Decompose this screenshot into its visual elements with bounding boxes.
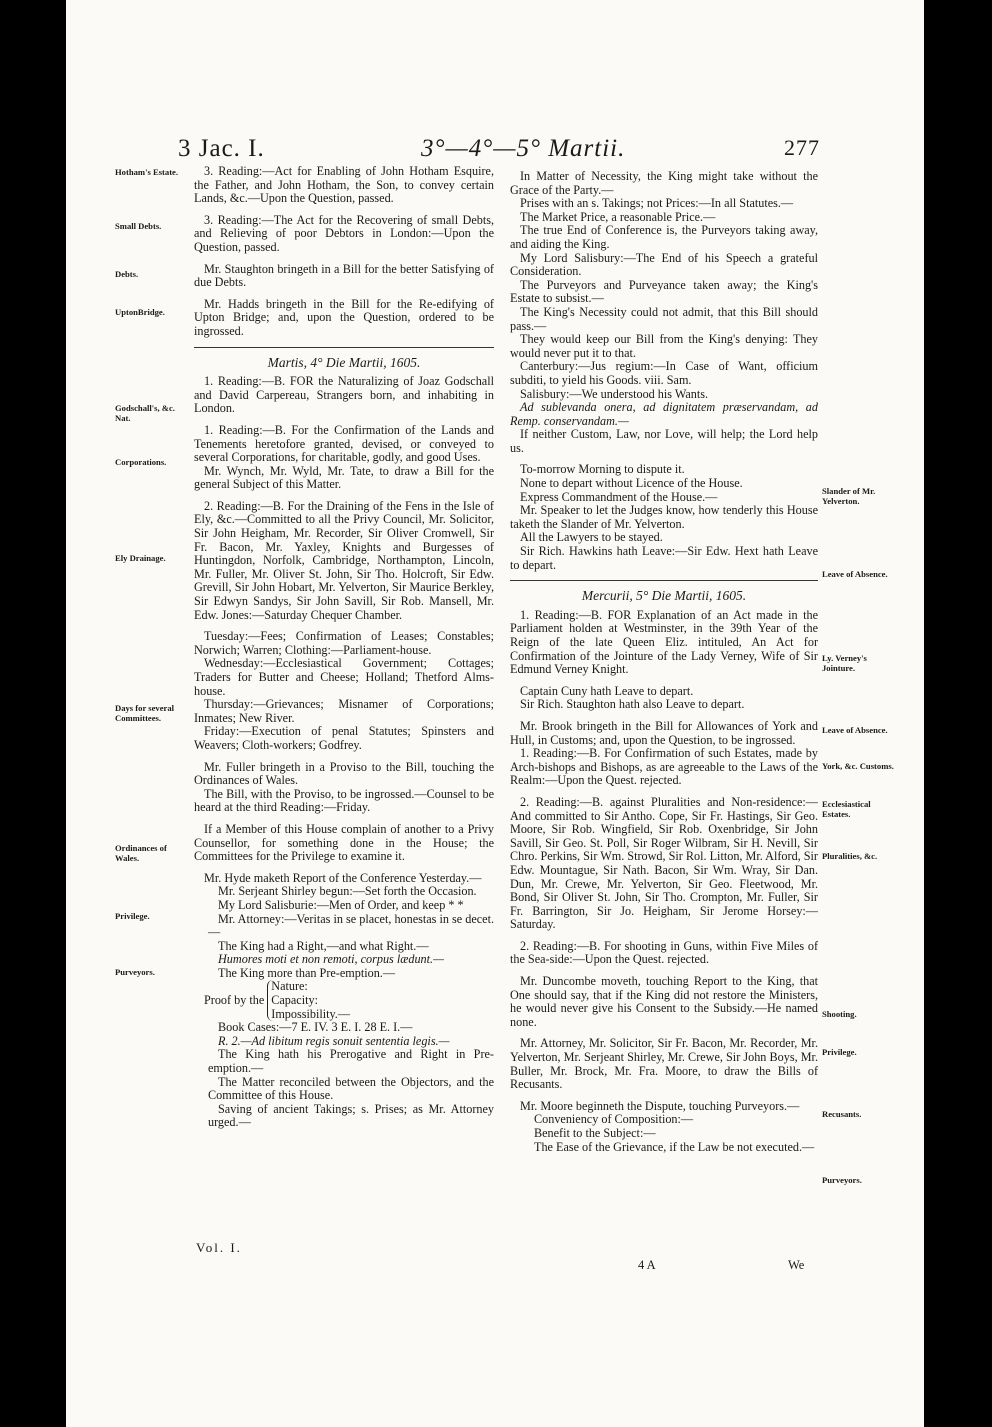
proof-item: Capacity: bbox=[271, 993, 318, 1008]
proof-brace bbox=[194, 980, 494, 1021]
margin-note: Ordinances of Wales. bbox=[115, 843, 167, 863]
running-head-date: 3°—4°—5° Martii. bbox=[421, 135, 626, 162]
paragraph: Mr. Attorney, Mr. Solicitor, Sir Fr. Bacon, Mr. Recorder, Mr. Yelverton, Mr. Serjeant Shirley, Mr. Crewe, Sir John Boys, Mr. Buller, Mr. Brock, Mr. Fra. Moore, to draw the Bills of Recusants. bbox=[510, 1036, 818, 1092]
volume-mark: Vol. I. bbox=[196, 1240, 242, 1255]
day-heading: Martis, 4° Die Martii, 1605. bbox=[194, 347, 494, 370]
paragraph: 1. Reading:—B. For Confirmation of such Estates, made by Arch-bishops and Bishops, as are agreeable to the Laws of the Realm:—Upon the Quest. rejected. bbox=[510, 746, 818, 788]
margin-note: Ely Drainage. bbox=[115, 553, 166, 563]
paragraph: Ad sublevanda onera, ad dignitatem præservandam, ad Remp. conservandam.— bbox=[510, 400, 818, 428]
paragraph: If a Member of this House complain of another to a Privy Counsellor, for something done in the House; the Committees for the Privilege to examine it. bbox=[194, 821, 494, 864]
paragraph: The Purveyors and Purveyance taken away; the King's Estate to subsist.— bbox=[510, 277, 818, 306]
paragraph: Friday:—Execution of penal Statutes; Spinsters and Weavers; Cloth-workers; Godfrey. bbox=[194, 724, 494, 752]
margin-note: UptonBridge. bbox=[115, 307, 165, 317]
paragraph: The Bill, with the Proviso, to be ingrossed.—Counsel to be heard at the third Reading:—Friday. bbox=[194, 786, 494, 815]
paragraph: My Lord Salisbury:—The End of his Speech a grateful Consideration. bbox=[510, 250, 818, 279]
paragraph: Saving of ancient Takings; s. Prises; as Mr. Attorney urged.— bbox=[208, 1101, 494, 1130]
paragraph: Mr. Hyde maketh Report of the Conference Yesterday.— bbox=[204, 870, 482, 885]
margin-note: York, &c. Customs. bbox=[822, 761, 894, 771]
proof-item: Nature: bbox=[271, 979, 308, 994]
paragraph: 3. Reading:—Act for Enabling of John Hotham Esquire, the Father, and John Hotham, the Son, to convey certain Lands, &c.—Upon the Question, passed. bbox=[194, 164, 494, 206]
margin-note: Godschall's, &c. Nat. bbox=[115, 403, 175, 423]
margin-note: Corporations. bbox=[115, 457, 167, 467]
paragraph: 1. Reading:—B. For the Confirmation of the Lands and Tenements heretofore granted, devised, or conveyed to several Corporations, for charitable, godly, and good Uses. bbox=[194, 422, 494, 465]
paragraph: Mr. Duncombe moveth, touching Report to the King, that One should say, that if the King did not restore the Ministers, he would never give his Consent to the Subsidy.—He named none. bbox=[510, 974, 818, 1029]
paragraph: Mr. Moore beginneth the Dispute, touching Purveyors.— bbox=[520, 1098, 800, 1113]
paragraph: My Lord Salisburie:—Men of Order, and keep * * bbox=[218, 897, 464, 912]
journal-page bbox=[66, 0, 924, 1427]
paragraph: All the Lawyers to be stayed. bbox=[520, 530, 663, 545]
paragraph: They would keep our Bill from the King's denying: They would never put it to that. bbox=[510, 332, 818, 360]
paragraph: 3. Reading:—The Act for the Recovering of small Debts, and Relieving of poor Debtors in London:—Upon the Question, passed. bbox=[194, 212, 494, 254]
paragraph: The King had a Right,—and what Right.— bbox=[218, 938, 429, 953]
paragraph: Mr. Speaker to let the Judges know, how tenderly this House taketh the Slander of Mr. Yelverton. bbox=[510, 503, 818, 531]
paragraph: Mr. Staughton bringeth in a Bill for the better Satisfying of due Debts. bbox=[194, 261, 494, 290]
paragraph: Mr. Attorney:—Veritas in se placet, honestas in se decet.— bbox=[208, 911, 494, 940]
paragraph: R. 2.—Ad libitum regis sonuit sententia legis.— bbox=[218, 1033, 450, 1048]
paragraph: Wednesday:—Ecclesiastical Government; Cottages; Traders for Butter and Cheese; Holland; Thetford Alms-house. bbox=[194, 656, 494, 698]
paragraph: 2. Reading:—B. For shooting in Guns, within Five Miles of the Sea-side:—Upon the Quest. rejected. bbox=[510, 938, 818, 967]
catchword: We bbox=[788, 1258, 805, 1272]
paragraph: Mr. Wynch, Mr. Wyld, Mr. Tate, to draw a Bill for the general Subject of this Matter. bbox=[194, 463, 494, 492]
margin-note: Shooting. bbox=[822, 1009, 857, 1019]
margin-note: Hotham's Estate. bbox=[115, 167, 179, 177]
proof-item: Impossibility.— bbox=[271, 1006, 351, 1021]
paragraph: The Market Price, a reasonable Price.— bbox=[520, 209, 716, 224]
paragraph: 2. Reading:—B. against Pluralities and Non-residence:—And committed to Sir Antho. Cope, Sir Fr. Hastings, Sir Geo. Moore, Sir Rob. Wingfield, Sir Rob. Oxenbridge, Sir John Savill, Sir Geo. St. Poll, Sir Roger Wilbram, Sir H. Nevill, Sir Chro. Perkins, Sir Wm. Strowd, Sir Rol. Litton, Mr. Alford, Sir Edw. Mountague, Sir Nath. Bacon, Sir Wm. Wray, Sir Dan. Dun, Mr. Crewe, Mr. Yelverton, Sir Geo. Fleetwood, Mr. Bond, Sir Oliver St. John, Sir Tho. Crompton, Mr. Fuller, Sir Fr. Barrington, Sir Jo. Heigham, Sir Jerome Horsey:—Saturday. bbox=[510, 794, 818, 932]
paragraph: Sir Rich. Hawkins hath Leave:—Sir Edw. Hext hath Leave to depart. bbox=[510, 544, 818, 572]
paragraph: The true End of Conference is, the Purveyors taking away, and aiding the King. bbox=[510, 223, 818, 251]
paragraph: Mr. Fuller bringeth in a Proviso to the Bill, touching the Ordinances of Wales. bbox=[194, 759, 494, 788]
paragraph: Mr. Hadds bringeth in the Bill for the Re-edifying of Upton Bridge; and, upon the Question, ordered to be ingrossed. bbox=[194, 296, 494, 338]
margin-note: Slander of Mr. Yelverton. bbox=[822, 486, 876, 506]
proof-label: Proof by the bbox=[204, 993, 265, 1008]
paragraph: Mr. Brook bringeth in the Bill for Allowances of York and Hull, in Customs; and, upon the Question, to be ingrossed. bbox=[510, 718, 818, 747]
paragraph: To-morrow Morning to dispute it. bbox=[520, 462, 685, 477]
margin-note: Pluralities, &c. bbox=[822, 851, 878, 861]
paragraph: Express Commandment of the House.— bbox=[520, 489, 718, 504]
margin-note: Recusants. bbox=[822, 1109, 862, 1119]
paragraph: None to depart without Licence of the House. bbox=[520, 476, 743, 491]
paragraph: Thursday:—Grievances; Misnamer of Corporations; Inmates; New River. bbox=[194, 697, 494, 725]
paragraph: Humores moti et non remoti, corpus lædunt.— bbox=[218, 952, 444, 967]
paragraph: Salisbury:—We understood his Wants. bbox=[520, 386, 709, 401]
paragraph: The King hath his Prerogative and Right in Pre-emption.— bbox=[208, 1047, 494, 1076]
left-column bbox=[194, 165, 494, 1130]
paragraph: Canterbury:—Jus regium:—In Case of Want, officium subditi, to yield his Goods. viii. Sam. bbox=[510, 359, 818, 387]
margin-note: Leave of Absence. bbox=[822, 569, 888, 579]
margin-note: Ecclesiastical Estates. bbox=[822, 799, 871, 819]
paragraph: Conveniency of Composition:— bbox=[534, 1112, 694, 1127]
paragraph: The King's Necessity could not admit, that this Bill should pass.— bbox=[510, 304, 818, 333]
paragraph: Tuesday:—Fees; Confirmation of Leases; Constables; Norwich; Warren; Clothing:—Parliament-house. bbox=[194, 629, 494, 657]
paragraph: 1. Reading:—B. FOR the Naturalizing of Joaz Godschall and David Carpereau, Strangers born, and inhabiting in London. bbox=[194, 374, 494, 416]
margin-note: Leave of Absence. bbox=[822, 725, 888, 735]
margin-note: Privilege. bbox=[115, 911, 150, 921]
margin-note: Debts. bbox=[115, 269, 139, 279]
paragraph: If neither Custom, Law, nor Love, will help; the Lord help us. bbox=[510, 427, 818, 455]
paragraph: The Ease of the Grievance, if the Law be not executed.— bbox=[534, 1139, 815, 1154]
paragraph: Sir Rich. Staughton hath also Leave to depart. bbox=[520, 697, 745, 712]
page-number: 277 bbox=[784, 135, 820, 160]
paragraph: 1. Reading:—B. FOR Explanation of an Act made in the Parliament holden at Westminster, in the 39th Year of the Reign of the late Queen Eliz. intituled, An Act for Confirmation of the Jointure of the Lady Verney, Wife of Sir Edmund Verney Knight. bbox=[510, 607, 818, 677]
margin-note: Privilege. bbox=[822, 1047, 857, 1057]
paragraph: Prises with an s. Takings; not Prices:—In all Statutes.— bbox=[520, 196, 794, 211]
margin-note: Days for several Committees. bbox=[115, 703, 175, 723]
paragraph: The King more than Pre-emption.— bbox=[218, 965, 396, 980]
paragraph: Captain Cuny hath Leave to depart. bbox=[520, 683, 694, 698]
signature-mark: 4 A bbox=[638, 1258, 656, 1272]
paragraph: Book Cases:—7 E. IV. 3 E. I. 28 E. I.— bbox=[218, 1020, 413, 1035]
running-head-left: 3 Jac. I. bbox=[178, 135, 265, 162]
paragraph: Benefit to the Subject:— bbox=[534, 1126, 656, 1140]
paragraph: Mr. Serjeant Shirley begun:—Set forth the Occasion. bbox=[218, 884, 477, 899]
margin-note: Purveyors. bbox=[115, 967, 155, 977]
margin-note: Purveyors. bbox=[822, 1175, 862, 1185]
paragraph: 2. Reading:—B. For the Draining of the Fens in the Isle of Ely, &c.—Committed to all the Privy Council, Mr. Solicitor, Sir John Heigham, Mr. Recorder, Sir Oliver Cromwell, Sir Fr. Bacon, Mr. Yaxley, Knights and Burgesses of Huntingdon, Norfolk, Cambridge, Northampton, Lincoln, Mr. Fuller, Mr. Oliver St. John, Sir Tho. Holcroft, Sir Edw. Grevill, Sir John Hobart, Mr. Yelverton, Sir Maurice Berkley, Sir Edwyn Sandys, Sir John Savill, Sir Rob. Mansell, Mr. Edw. Jones:—Saturday Chequer Chamber. bbox=[194, 498, 494, 622]
day-heading: Mercurii, 5° Die Martii, 1605. bbox=[510, 580, 818, 603]
margin-note: Small Debts. bbox=[115, 221, 162, 231]
margin-note: Ly. Verney's Jointure. bbox=[822, 653, 867, 673]
paragraph: The Matter reconciled between the Objectors, and the Committee of this House. bbox=[208, 1074, 494, 1103]
proof-list bbox=[267, 980, 350, 1021]
right-column bbox=[510, 170, 818, 1154]
paragraph: In Matter of Necessity, the King might take without the Grace of the Party.— bbox=[510, 169, 818, 197]
